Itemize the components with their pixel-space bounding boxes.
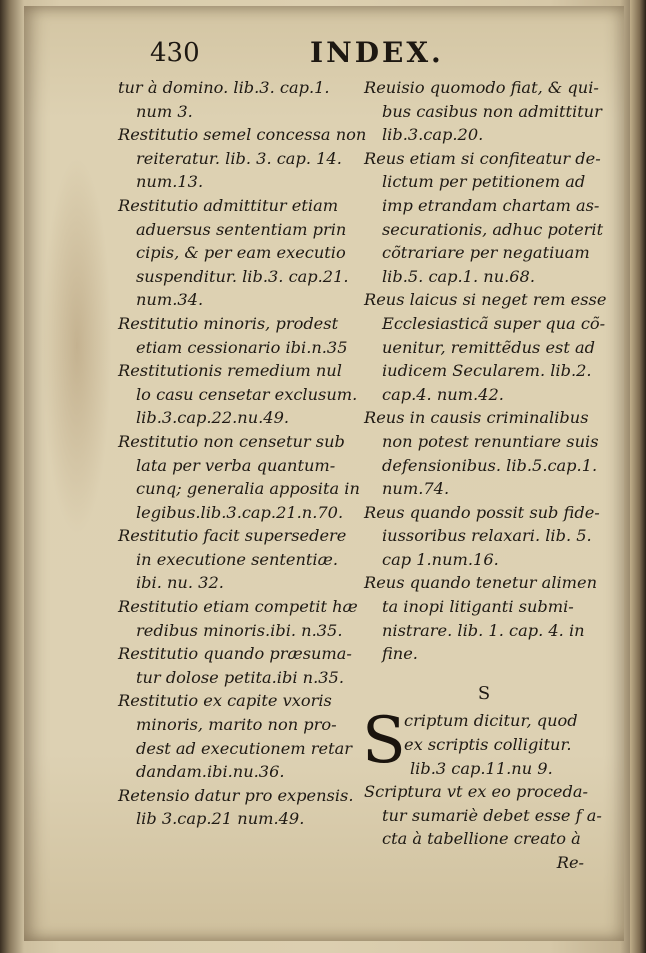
running-head: INDEX. bbox=[310, 36, 444, 69]
index-entry bbox=[118, 642, 358, 689]
entry-line: dest ad executionem retar bbox=[136, 738, 352, 758]
index-entry bbox=[118, 430, 358, 524]
entry-line: Restitutio minoris, prodest bbox=[118, 313, 339, 333]
left-column bbox=[118, 76, 367, 831]
entry-line: lib 3.cap.21 num.49. bbox=[136, 809, 305, 829]
index-entry bbox=[364, 76, 604, 147]
entry-line: Reus in causis criminalibus bbox=[364, 408, 589, 428]
entry-line: non potest renuntiare suis bbox=[382, 431, 599, 451]
entry-line: Restitutionis remedium nul bbox=[118, 361, 342, 381]
index-entry bbox=[364, 406, 604, 500]
entry-line: lib.3.cap.22.nu.49. bbox=[136, 408, 290, 428]
entry-line: Restitutio non censetur sub bbox=[118, 431, 345, 451]
index-entry bbox=[118, 194, 358, 312]
entry-line: aduersus sententiam prin bbox=[136, 219, 347, 239]
entry-line: etiam cessionario ibi.n.35 bbox=[136, 337, 348, 357]
entry-line: Reus etiam si confiteatur de- bbox=[364, 148, 601, 168]
entry-line: lib.3 cap.11.nu 9. bbox=[410, 758, 553, 778]
entry-line: iussoribus relaxari. lib. 5. bbox=[382, 526, 592, 546]
entry-line: tur à domino. lib.3. cap.1. bbox=[118, 78, 330, 97]
entry-line: Reus laicus si neget rem esse bbox=[364, 290, 607, 310]
right-column bbox=[362, 76, 607, 875]
entry-line: Restitutio facit supersedere bbox=[118, 526, 347, 546]
index-entry bbox=[364, 571, 604, 665]
entry-line: num.13. bbox=[136, 172, 204, 192]
entry-line: iudicem Secularem. lib.2. bbox=[382, 361, 592, 381]
drop-cap: S bbox=[362, 704, 406, 779]
entry-line: ibi. nu. 32. bbox=[136, 573, 224, 593]
page-number: 430 bbox=[150, 38, 200, 68]
entry-line: imp etrandam chartam as- bbox=[382, 195, 600, 215]
page-edge bbox=[630, 0, 646, 953]
entry-line: ex scriptis colligitur. bbox=[404, 735, 572, 755]
entry-line: Restitutio semel concessa non bbox=[118, 125, 367, 145]
entry-line: cipis, & per eam executio bbox=[136, 243, 346, 263]
index-entry bbox=[364, 501, 604, 572]
entry-line: Restitutio etiam competit hæ bbox=[118, 597, 358, 617]
paper-stain bbox=[42, 156, 112, 536]
entry-line: tur sumariè debet esse f a- bbox=[382, 805, 602, 825]
index-entry bbox=[118, 312, 358, 359]
entry-line: num 3. bbox=[136, 101, 193, 121]
entry-line: cta à tabellione creato à bbox=[382, 829, 581, 849]
entry-line: fine. bbox=[382, 644, 418, 664]
entry-line: Ecclesiasticã super qua cõ- bbox=[382, 313, 606, 333]
entry-line: Restitutio ex capite vxoris bbox=[118, 691, 332, 711]
entry-line: tur dolose petita.ibi n.35. bbox=[136, 667, 344, 687]
entry-line: cap.4. num.42. bbox=[382, 384, 504, 404]
entry-line: cunq; generalia apposita in bbox=[136, 479, 360, 499]
entry-line: reiteratur. lib. 3. cap. 14. bbox=[136, 148, 342, 168]
catchword: Re- bbox=[556, 853, 584, 872]
page-header bbox=[150, 30, 570, 80]
entry-line: in executione sententiæ. bbox=[136, 549, 338, 569]
entry-line: uenitur, remittẽdus est ad bbox=[382, 337, 596, 357]
entry-line: cap 1.num.16. bbox=[382, 549, 499, 569]
entry-line: lictum per petitionem ad bbox=[382, 172, 586, 192]
entry-line: ta inopi litiganti submi- bbox=[382, 597, 574, 617]
entry-line: dandam.ibi.nu.36. bbox=[136, 762, 285, 782]
entry-line: num.74. bbox=[382, 479, 450, 499]
index-entry bbox=[364, 147, 604, 289]
index-entry bbox=[118, 359, 358, 430]
entry-line: Reuisio quomodo fiat, & qui- bbox=[364, 78, 599, 97]
entry-line: cõtrariare per negatiuam bbox=[382, 243, 590, 263]
entry-line: lo casu censetar exclusum. bbox=[136, 384, 358, 404]
entry-line: legibus.lib.3.cap.21.n.70. bbox=[136, 502, 344, 522]
index-entry bbox=[118, 123, 367, 194]
entry-line: defensionibus. lib.5.cap.1. bbox=[382, 455, 598, 475]
entry-line: minoris, marito non pro- bbox=[136, 715, 337, 735]
entry-line: Scriptura vt ex eo proceda- bbox=[364, 782, 588, 802]
entry-line: nistrare. lib. 1. cap. 4. in bbox=[382, 620, 585, 640]
entry-line: lata per verba quantum- bbox=[136, 455, 336, 475]
entry-line: securationis, adhuc poterit bbox=[382, 219, 604, 239]
entry-line: suspenditur. lib.3. cap.21. bbox=[136, 266, 349, 286]
entry-line: Retensio datur pro expensis. bbox=[118, 785, 354, 805]
index-entry bbox=[118, 76, 358, 123]
entry-line: Restitutio admittitur etiam bbox=[118, 195, 339, 215]
index-entry bbox=[118, 595, 358, 642]
dropcap-entry bbox=[362, 704, 604, 780]
index-entry bbox=[364, 288, 607, 406]
index-entry bbox=[118, 689, 358, 783]
entry-line: num.34. bbox=[136, 290, 204, 310]
index-entry bbox=[118, 784, 358, 831]
entry-line: lib.3.cap.20. bbox=[382, 125, 484, 145]
entry-line: Reus quando possit sub fide- bbox=[364, 502, 600, 522]
index-entry bbox=[118, 524, 358, 595]
entry-line: criptum dicitur, quod bbox=[404, 711, 578, 731]
entry-line: Restitutio quando præsuma- bbox=[118, 644, 352, 664]
section-letter: S bbox=[477, 682, 491, 704]
entry-line: lib.5. cap.1. nu.68. bbox=[382, 266, 536, 286]
entry-line: bus casibus non admittitur bbox=[382, 101, 602, 121]
index-entry bbox=[364, 780, 604, 851]
entry-line: Reus quando tenetur alimen bbox=[364, 573, 598, 593]
entry-line: redibus minoris.ibi. n.35. bbox=[136, 620, 343, 640]
